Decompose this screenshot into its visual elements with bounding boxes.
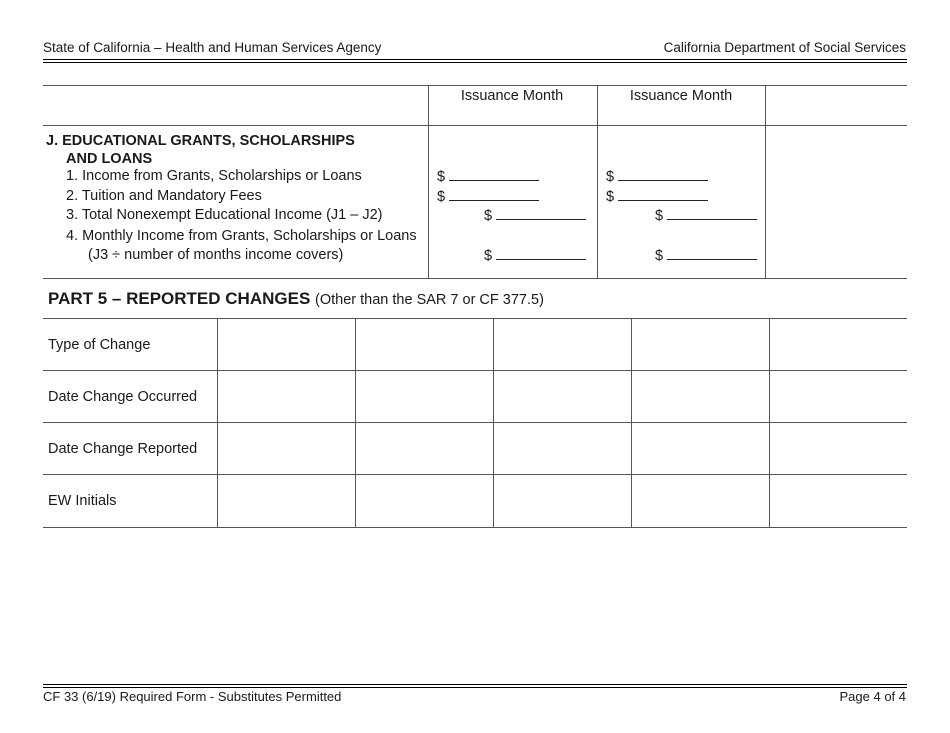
department-name: California Department of Social Services xyxy=(663,40,906,55)
amount-field-j1-col1[interactable] xyxy=(437,168,539,185)
amount-field-j1-col2[interactable] xyxy=(606,168,708,185)
amount-field-j2-col1[interactable] xyxy=(437,188,539,205)
item-j1-label: 1. Income from Grants, Scholarships or Loans xyxy=(66,168,362,184)
changes-table-col-line-2 xyxy=(355,318,356,527)
dollar-sign: $ xyxy=(437,169,446,185)
item-j4-note: (J3 ÷ number of months income covers) xyxy=(88,247,344,263)
income-table-header-divider xyxy=(43,125,907,126)
blank-line xyxy=(618,188,708,201)
blank-line xyxy=(449,188,539,201)
footer-rule-top xyxy=(43,684,907,685)
part5-subtitle: (Other than the SAR 7 or CF 377.5) xyxy=(315,292,544,308)
item-j2-label: 2. Tuition and Mandatory Fees xyxy=(66,188,262,204)
section-j-title xyxy=(46,132,355,168)
changes-table-row-line-3 xyxy=(43,474,907,475)
dollar-sign: $ xyxy=(484,208,493,224)
footer-rule-bottom xyxy=(43,687,907,688)
row-label-ew-initials: EW Initials xyxy=(48,493,117,509)
blank-line xyxy=(496,207,586,220)
blank-line xyxy=(496,247,586,260)
item-j4-label: 4. Monthly Income from Grants, Scholarships or Loans xyxy=(66,228,417,244)
blank-line xyxy=(667,207,757,220)
amount-field-j4-col2[interactable] xyxy=(655,247,757,264)
income-table-bottom-border xyxy=(43,278,907,279)
dollar-sign: $ xyxy=(655,248,664,264)
agency-name: State of California – Health and Human Services Agency xyxy=(43,40,382,55)
changes-table-row-line-0 xyxy=(43,318,907,319)
dollar-sign: $ xyxy=(655,208,664,224)
blank-line xyxy=(618,168,708,181)
issuance-month-header-1: Issuance Month xyxy=(460,88,564,104)
changes-table-row-line-2 xyxy=(43,422,907,423)
section-j-title-line2: AND LOANS xyxy=(66,151,153,167)
dollar-sign: $ xyxy=(437,189,446,205)
amount-field-j3-col1[interactable] xyxy=(484,207,586,224)
income-table-col-divider-1 xyxy=(428,85,429,278)
dollar-sign: $ xyxy=(606,189,615,205)
dollar-sign: $ xyxy=(484,248,493,264)
income-table-col-divider-3 xyxy=(765,85,766,278)
page-number: Page 4 of 4 xyxy=(839,689,906,704)
changes-table-col-line-4 xyxy=(631,318,632,527)
changes-table-row-line-1 xyxy=(43,370,907,371)
changes-table-row-line-4 xyxy=(43,527,907,528)
part5-heading: PART 5 – REPORTED CHANGES xyxy=(48,289,311,308)
form-identifier: CF 33 (6/19) Required Form - Substitutes Permitted xyxy=(43,689,342,704)
section-j-title-line1: J. EDUCATIONAL GRANTS, SCHOLARSHIPS xyxy=(46,133,355,149)
issuance-month-header-2: Issuance Month xyxy=(629,88,733,104)
changes-table-col-line-5 xyxy=(769,318,770,527)
blank-line xyxy=(667,247,757,260)
row-label-date-change-reported: Date Change Reported xyxy=(48,441,198,457)
part5-title xyxy=(48,289,544,309)
header-rule-top xyxy=(43,59,907,60)
income-table-col-divider-2 xyxy=(597,85,598,278)
row-label-date-change-occurred: Date Change Occurred xyxy=(48,389,198,405)
row-label-type-of-change: Type of Change xyxy=(48,337,151,353)
item-j3-label: 3. Total Nonexempt Educational Income (J1 – J2) xyxy=(66,207,383,223)
changes-table-col-line-1 xyxy=(217,318,218,527)
income-table-top-border xyxy=(43,85,907,86)
header-rule-bottom xyxy=(43,62,907,63)
amount-field-j2-col2[interactable] xyxy=(606,188,708,205)
changes-table-col-line-3 xyxy=(493,318,494,527)
dollar-sign: $ xyxy=(606,169,615,185)
blank-line xyxy=(449,168,539,181)
amount-field-j4-col1[interactable] xyxy=(484,247,586,264)
amount-field-j3-col2[interactable] xyxy=(655,207,757,224)
